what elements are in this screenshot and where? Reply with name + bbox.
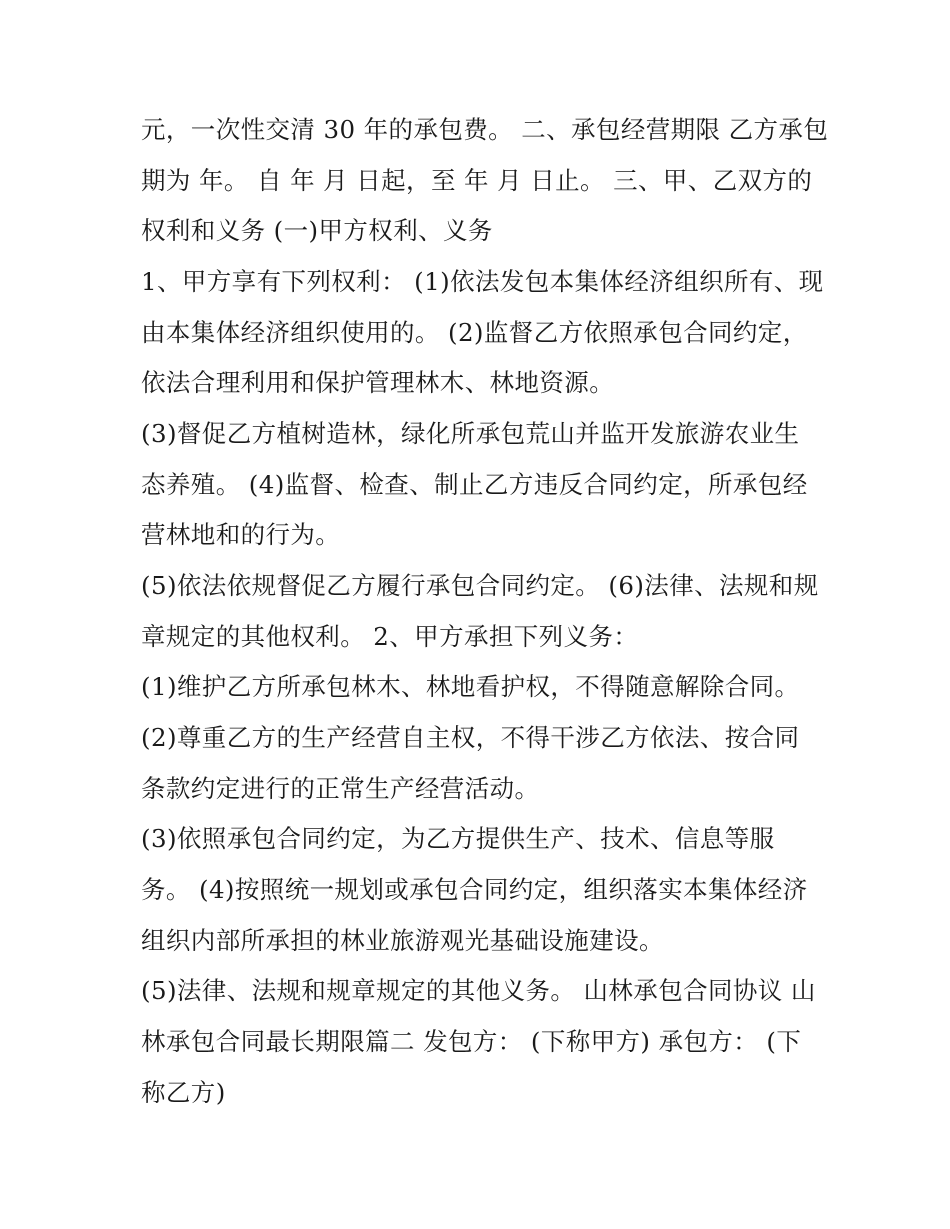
- text-line: 由本集体经济组织使用的。 (2)监督乙方依照承包合同约定，: [141, 318, 808, 347]
- text-line: 条款约定进行的正常生产经营活动。: [141, 774, 540, 803]
- text-line: 态养殖。 (4)监督、检查、制止乙方违反合同约定，所承包经: [141, 470, 808, 499]
- text-line: 称乙方): [141, 1078, 226, 1107]
- text-line: (5)法律、法规和规章规定的其他义务。 山林承包合同协议 山: [141, 976, 816, 1005]
- text-line: 依法合理利用和保护管理林木、林地资源。: [141, 368, 615, 397]
- text-line: (3)督促乙方植树造林，绿化所承包荒山并监开发旅游农业生: [141, 419, 800, 448]
- text-line: 元，一次性交清 30 年的承包费。 二、承包经营期限 乙方承包: [141, 115, 829, 144]
- text-line: (2)尊重乙方的生产经营自主权，不得干涉乙方依法、按合同: [141, 723, 800, 752]
- text-line: 期为 年。 自 年 月 日起，至 年 月 日止。 三、甲、乙双方的: [141, 166, 813, 195]
- text-line: 组织内部所承担的林业旅游观光基础设施建设。: [141, 926, 664, 955]
- text-line: (3)依照承包合同约定，为乙方提供生产、技术、信息等服: [141, 824, 775, 853]
- text-line: 章规定的其他权利。 2、甲方承担下列义务：: [141, 622, 639, 651]
- text-line: 务。 (4)按照统一规划或承包合同约定，组织落实本集体经济: [141, 875, 808, 904]
- text-line: 林承包合同最长期限篇二 发包方： (下称甲方) 承包方： (下: [141, 1027, 802, 1056]
- text-line: 1、甲方享有下列权利： (1)依法发包本集体经济组织所有、现: [141, 267, 824, 296]
- text-line: (5)依法依规督促乙方履行承包合同约定。 (6)法律、法规和规: [141, 571, 819, 600]
- text-line: 权利和义务 (一)甲方权利、义务: [141, 216, 493, 245]
- text-line: (1)维护乙方所承包林木、林地看护权，不得随意解除合同。: [141, 672, 800, 701]
- text-line: 营林地和的行为。: [141, 520, 341, 549]
